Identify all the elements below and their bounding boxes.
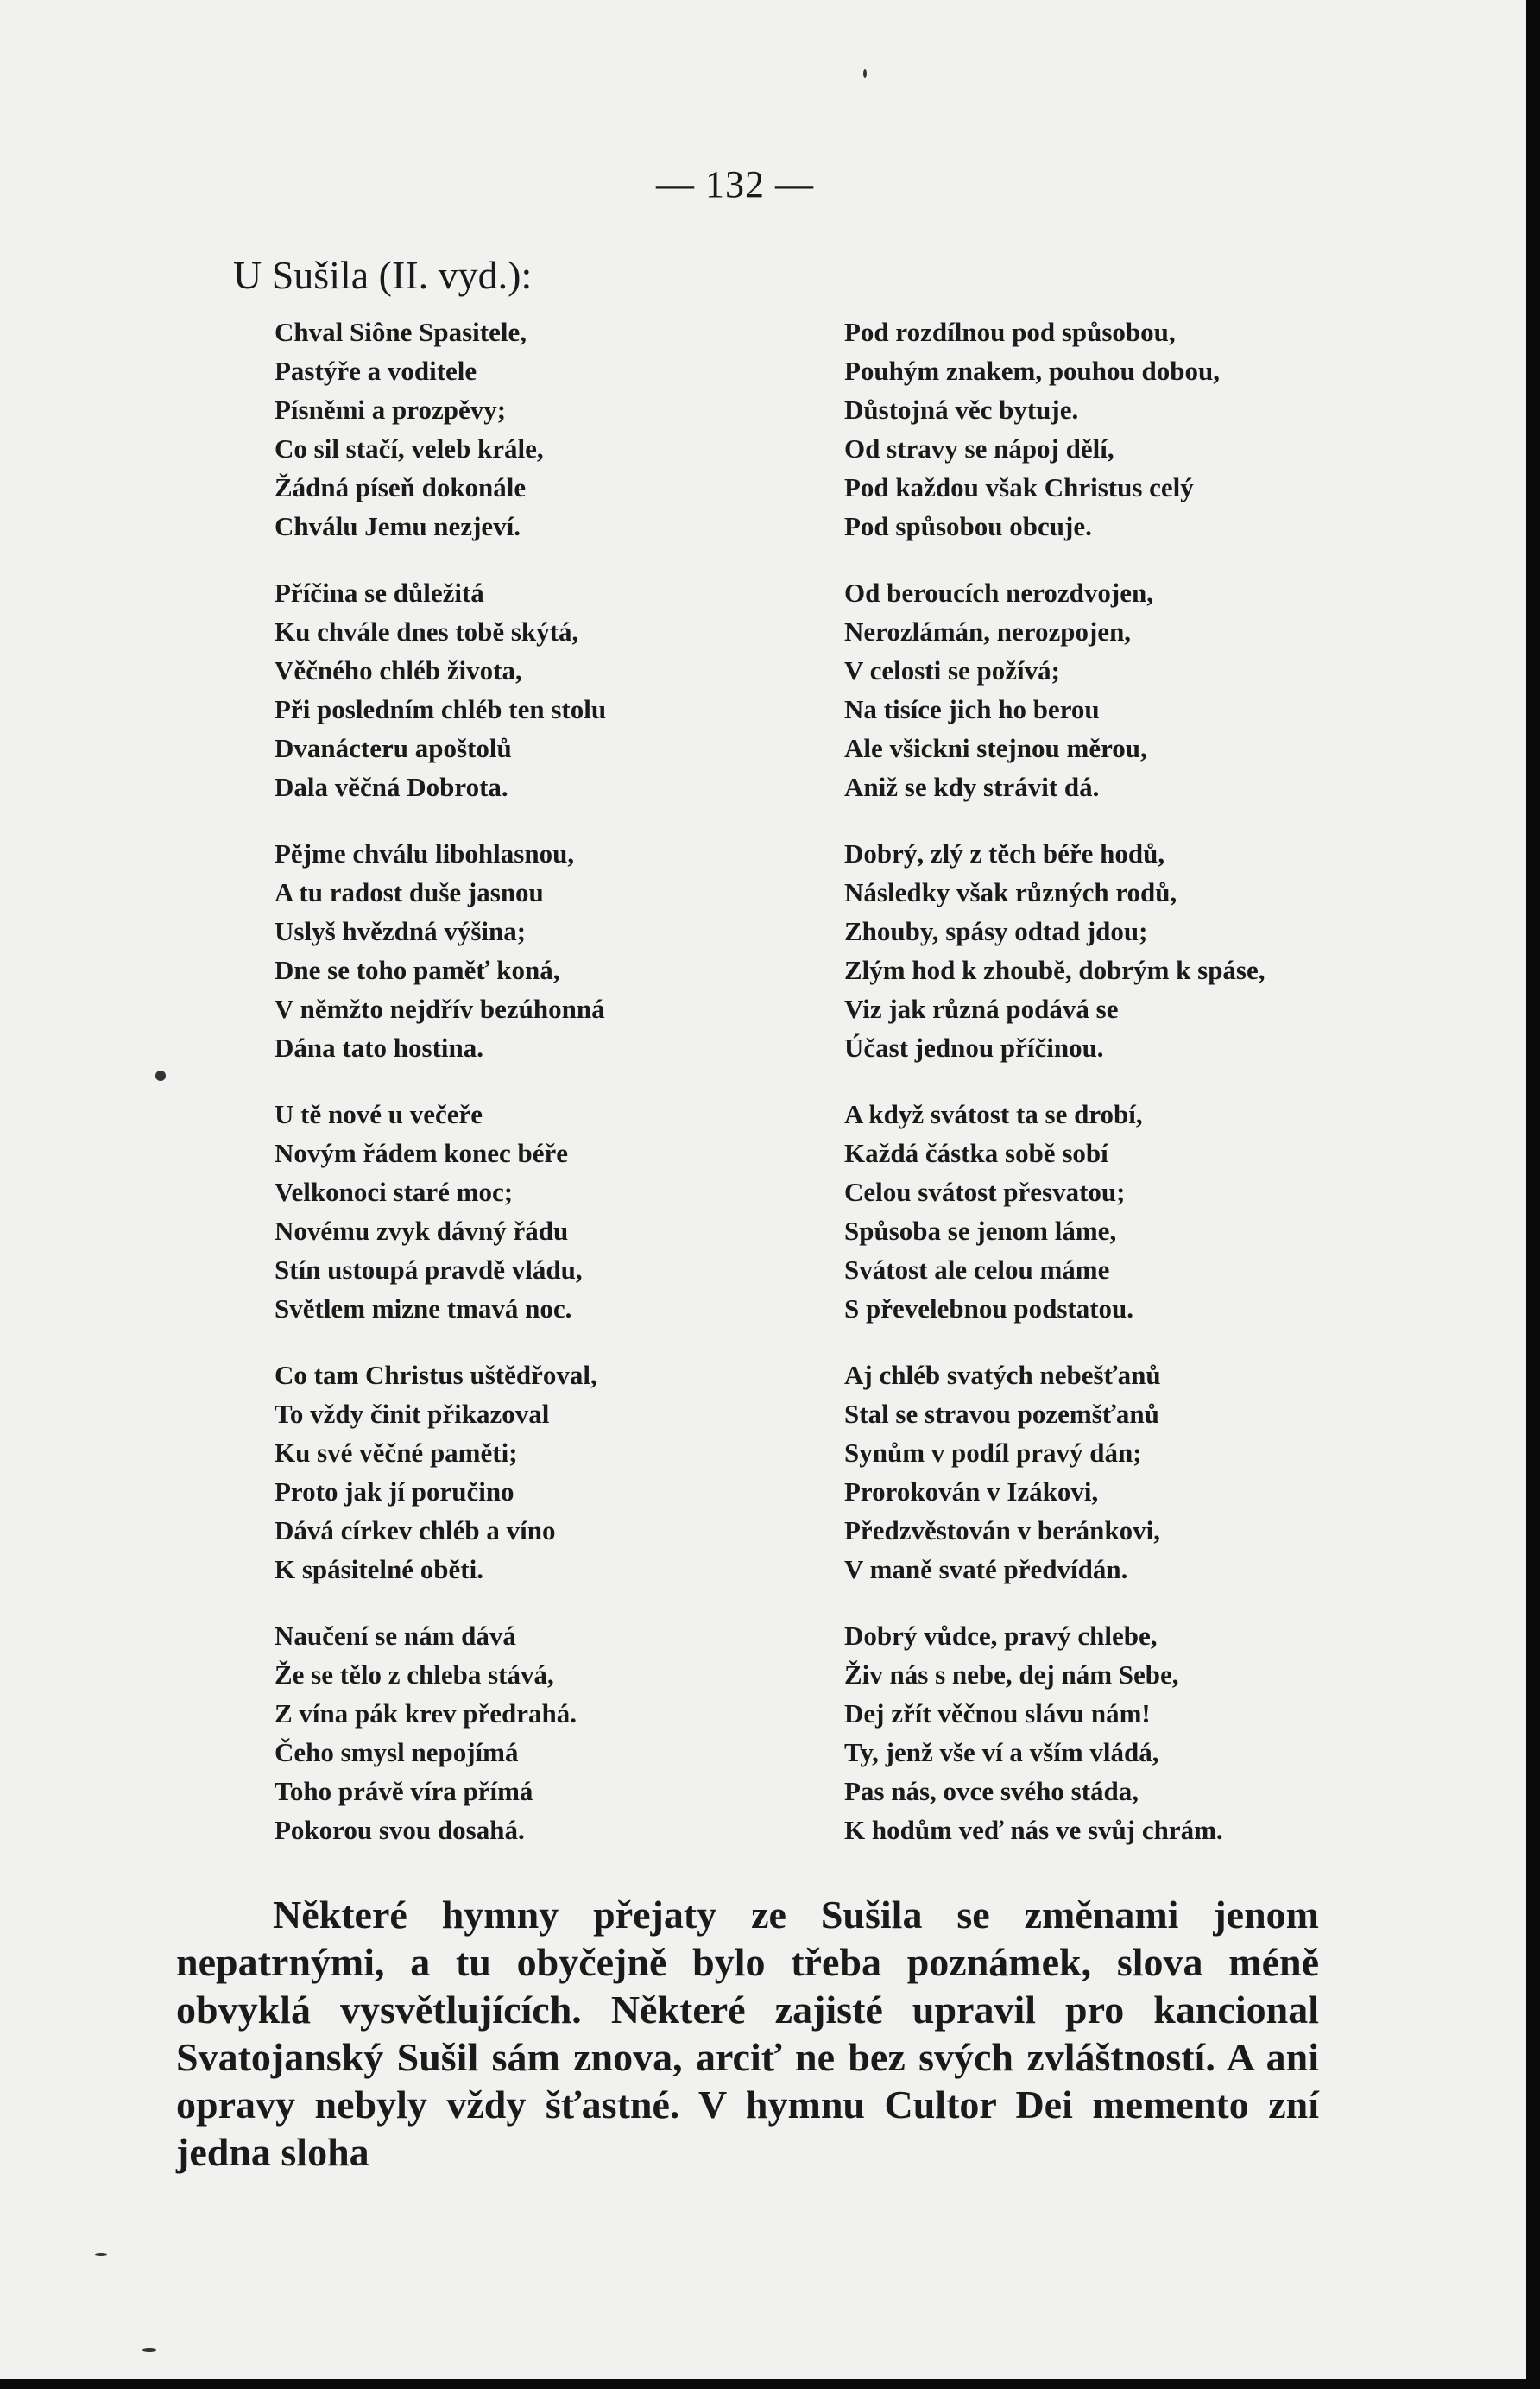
- ink-speck: [863, 69, 867, 78]
- verse-line: Dána tato hostina.: [275, 1033, 484, 1063]
- stanza: [275, 1095, 827, 1356]
- verse-line: Novému zvyk dávný řádu: [275, 1216, 569, 1246]
- verse-line: K hodům veď nás ve svůj chrám.: [844, 1815, 1223, 1845]
- stanza: [275, 1616, 827, 1877]
- verse-line: Aj chléb svatých nebešťanů: [844, 1360, 1161, 1390]
- verse-line: Toho právě víra přímá: [275, 1776, 533, 1806]
- verse-line: Pas nás, ovce svého stáda,: [844, 1776, 1139, 1806]
- verse-line: Od beroucích nerozdvojen,: [844, 578, 1153, 608]
- stanza: [844, 313, 1379, 573]
- verse-line: Stín ustoupá pravdě vládu,: [275, 1255, 583, 1285]
- verse-line: Živ nás s nebe, dej nám Sebe,: [844, 1659, 1179, 1690]
- verse-line: Dej zřít věčnou slávu nám!: [844, 1698, 1151, 1729]
- verse-line: Následky však různých rodů,: [844, 877, 1177, 907]
- verse-line: Proto jak jí poručino: [275, 1476, 514, 1507]
- verse-line: Pod rozdílnou pod spůsobou,: [844, 317, 1176, 347]
- verse-line: Účast jednou příčinou.: [844, 1033, 1104, 1063]
- verse-line: Dává církev chléb a víno: [275, 1515, 556, 1545]
- verse-line: S převelebnou podstatou.: [844, 1293, 1134, 1324]
- verse-line: Příčina se důležitá: [275, 578, 484, 608]
- verse-line: Pod každou však Christus celý: [844, 472, 1194, 502]
- verse-line: U tě nové u večeře: [275, 1099, 483, 1129]
- stanza: [844, 573, 1379, 834]
- verse-line: Pokorou svou dosahá.: [275, 1815, 525, 1845]
- verse-line: Chválu Jemu nezjeví.: [275, 511, 521, 541]
- verse-line: Naučení se nám dává: [275, 1621, 516, 1651]
- verse-line: Stal se stravou pozemšťanů: [844, 1399, 1159, 1429]
- verse-line: Co sil stačí, veleb krále,: [275, 433, 544, 464]
- verse-line: Věčného chléb života,: [275, 655, 522, 686]
- verse-line: Dobrý vůdce, pravý chlebe,: [844, 1621, 1158, 1651]
- verse-line: Pod spůsobou obcuje.: [844, 511, 1092, 541]
- verse-line: Uslyš hvězdná výšina;: [275, 916, 527, 946]
- stanza: [844, 1356, 1379, 1616]
- verse-line: Novým řádem konec béře: [275, 1138, 569, 1168]
- verse-line: Při posledním chléb ten stolu: [275, 694, 607, 724]
- verse-line: V maně svaté předvídán.: [844, 1554, 1128, 1584]
- verse-line: Že se tělo z chleba stává,: [275, 1659, 554, 1690]
- stanza: [275, 573, 827, 834]
- verse-line: Ku své věčné paměti;: [275, 1438, 518, 1468]
- verse-line: Ty, jenž vše ví a vším vládá,: [844, 1737, 1159, 1767]
- stanza: [275, 1356, 827, 1616]
- stanza: [275, 834, 827, 1095]
- stanza: [844, 834, 1379, 1095]
- scan-border-bottom: [0, 2379, 1540, 2389]
- ink-speck: [155, 1071, 166, 1081]
- verse-line: V němžto nejdřív bezúhonná: [275, 994, 605, 1024]
- ink-speck: [95, 2253, 107, 2256]
- hymn-left-column: [275, 313, 827, 1877]
- verse-line: Nerozlámán, nerozpojen,: [844, 616, 1132, 647]
- verse-line: A když svátost ta se drobí,: [844, 1099, 1143, 1129]
- verse-line: Důstojná věc bytuje.: [844, 395, 1079, 425]
- verse-line: Světlem mizne tmavá noc.: [275, 1293, 572, 1324]
- verse-line: Každá částka sobě sobí: [844, 1138, 1108, 1168]
- verse-line: Spůsoba se jenom láme,: [844, 1216, 1117, 1246]
- verse-line: Co tam Christus uštědřoval,: [275, 1360, 597, 1390]
- verse-line: Žádná píseň dokonále: [275, 472, 527, 502]
- verse-line: Písněmi a prozpěvy;: [275, 395, 507, 425]
- verse-line: To vždy činit přikazoval: [275, 1399, 550, 1429]
- verse-line: Celou svátost přesvatou;: [844, 1177, 1126, 1207]
- verse-line: Chval Siône Spasitele,: [275, 317, 527, 347]
- verse-line: Dvanácteru apoštolů: [275, 733, 512, 763]
- section-heading: U Sušila (II. vyd.):: [233, 253, 533, 297]
- scan-border-right: [1526, 0, 1540, 2389]
- stanza: [275, 313, 827, 573]
- verse-line: Od stravy se nápoj dělí,: [844, 433, 1114, 464]
- verse-line: Na tisíce jich ho berou: [844, 694, 1100, 724]
- verse-line: Zhouby, spásy odtad jdou;: [844, 916, 1148, 946]
- verse-line: Viz jak různá podává se: [844, 994, 1119, 1024]
- verse-line: Svátost ale celou máme: [844, 1255, 1110, 1285]
- verse-line: V celosti se požívá;: [844, 655, 1060, 686]
- verse-line: Dne se toho paměť koná,: [275, 955, 560, 985]
- verse-line: Dala věčná Dobrota.: [275, 772, 508, 802]
- verse-line: Pouhým znakem, pouhou dobou,: [844, 356, 1220, 386]
- verse-line: Zlým hod k zhoubě, dobrým k spáse,: [844, 955, 1265, 985]
- page-number: — 132 —: [656, 163, 814, 205]
- verse-line: Dobrý, zlý z těch béře hodů,: [844, 838, 1165, 869]
- verse-line: Synům v podíl pravý dán;: [844, 1438, 1142, 1468]
- verse-line: Ku chvále dnes tobě skýtá,: [275, 616, 579, 647]
- verse-line: Prorokován v Izákovi,: [844, 1476, 1099, 1507]
- verse-line: Pějme chválu libohlasnou,: [275, 838, 575, 869]
- verse-line: Aniž se kdy strávit dá.: [844, 772, 1100, 802]
- verse-line: Čeho smysl nepojímá: [275, 1737, 519, 1767]
- ink-speck: [142, 2348, 156, 2352]
- body-paragraph: Některé hymny přejaty ze Sušila se změnami jenom nepatrnými, a tu obyčejně bylo třeba poznámek, slova méně obvyklá vysvětlujících. Některé zajisté upravil pro kancional Svatojanský Sušil sám znova, arciť ne bez svých zvláštností. A ani opravy nebyly vždy šťastné. V hymnu Cultor Dei memento zní jedna sloha: [176, 1893, 1319, 2174]
- stanza: [844, 1616, 1379, 1877]
- verse-line: Velkonoci staré moc;: [275, 1177, 514, 1207]
- verse-line: A tu radost duše jasnou: [275, 877, 544, 907]
- verse-line: Předzvěstován v beránkovi,: [844, 1515, 1160, 1545]
- verse-line: Z vína pák krev předrahá.: [275, 1698, 577, 1729]
- hymn-right-column: [844, 313, 1379, 1877]
- stanza: [844, 1095, 1379, 1356]
- verse-line: Ale všickni stejnou měrou,: [844, 733, 1147, 763]
- verse-line: Pastýře a voditele: [275, 356, 477, 386]
- verse-line: K spásitelné oběti.: [275, 1554, 483, 1584]
